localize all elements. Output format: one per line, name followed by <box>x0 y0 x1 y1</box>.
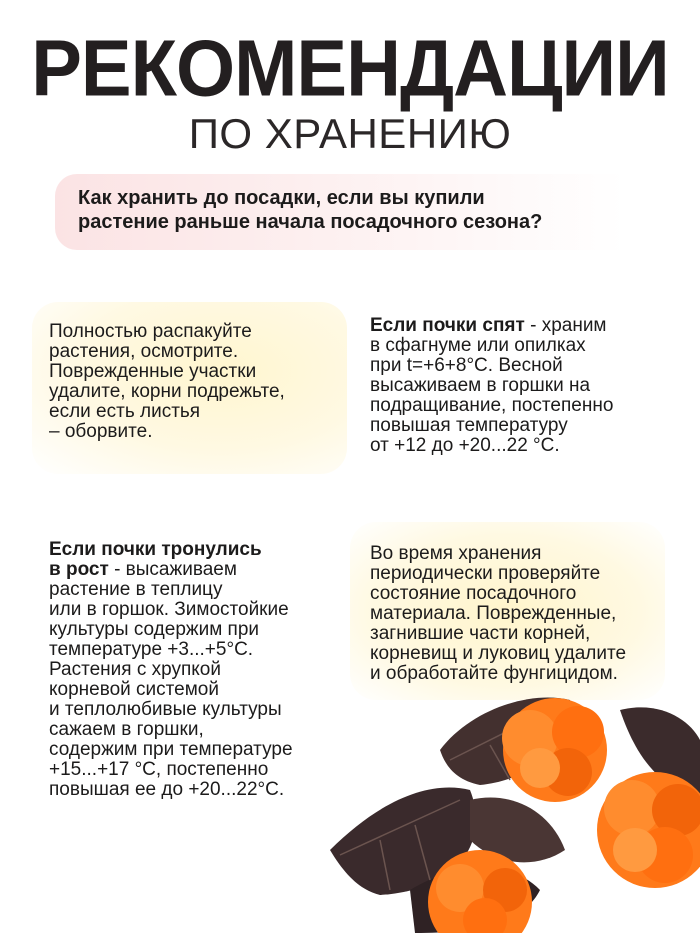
text-line: повышая температуру <box>370 415 568 436</box>
inspection-text <box>370 544 690 684</box>
orange-flower <box>597 772 700 888</box>
text-line: Полностью распакуйте <box>49 321 252 342</box>
bold-heading: в рост <box>49 559 109 580</box>
bold-heading: Если почки тронулись <box>49 539 262 560</box>
text-line: удалите, корни подрежьте, <box>49 381 285 402</box>
text-line: при t=+6+8°C. Весной <box>370 355 563 376</box>
text-line: подращивание, постепенно <box>370 395 614 416</box>
text-line: Во время хранения <box>370 543 542 564</box>
bold-heading: Если почки спят <box>370 315 525 336</box>
text-line: материала. Поврежденные, <box>370 603 617 624</box>
text-line: высаживаем в горшки на <box>370 375 591 396</box>
text-line: и обработайте фунгицидом. <box>370 663 618 684</box>
text-line: сажаем в горшки, <box>49 719 204 740</box>
question-line: растение раньше начала посадочного сезона? <box>78 211 543 233</box>
unpack-text <box>49 322 349 442</box>
text-line: или в горшок. Зимостойкие <box>49 599 289 620</box>
text-line: Поврежденные участки <box>49 361 257 382</box>
text-line: загнившие части корней, <box>370 623 591 644</box>
text-line: – оборвите. <box>49 421 153 442</box>
text-line: от +12 до +20...22 °С. <box>370 435 560 456</box>
orange-flower <box>502 698 607 802</box>
page-subtitle: ПО ХРАНЕНИЮ <box>188 110 512 157</box>
text-line: периодически проверяйте <box>370 563 601 584</box>
text-fragment: - храним <box>524 315 607 336</box>
text-line: растение в теплицу <box>49 579 223 600</box>
text-line: состояние посадочного <box>370 583 577 604</box>
text-line: +15...+17 °С, постепенно <box>49 759 269 780</box>
buds-sleeping-text <box>370 316 690 456</box>
text-line: и теплолюбивые культуры <box>49 699 282 720</box>
text-line: температуре +3...+5°С. <box>49 639 254 660</box>
text-line: корневищ и луковиц удалите <box>370 643 627 664</box>
text-line: корневой системой <box>49 679 219 700</box>
text-line: культуры содержим при <box>49 619 260 640</box>
begonia-flower-photo <box>320 690 700 933</box>
text-line: в сфагнуме или опилках <box>370 335 586 356</box>
text-line: Растения с хрупкой <box>49 659 221 680</box>
text-fragment: - высаживаем <box>108 559 237 580</box>
page-title: РЕКОМЕНДАЦИИ <box>31 23 669 114</box>
question-text <box>78 186 638 234</box>
buds-growing-text <box>49 540 349 800</box>
question-line: Как хранить до посадки, если вы купили <box>78 187 485 209</box>
text-line: если есть листья <box>49 401 201 422</box>
text-line: растения, осмотрите. <box>49 341 239 362</box>
text-line: повышая ее до +20...22°С. <box>49 779 285 800</box>
text-line: содержим при температуре <box>49 739 293 760</box>
